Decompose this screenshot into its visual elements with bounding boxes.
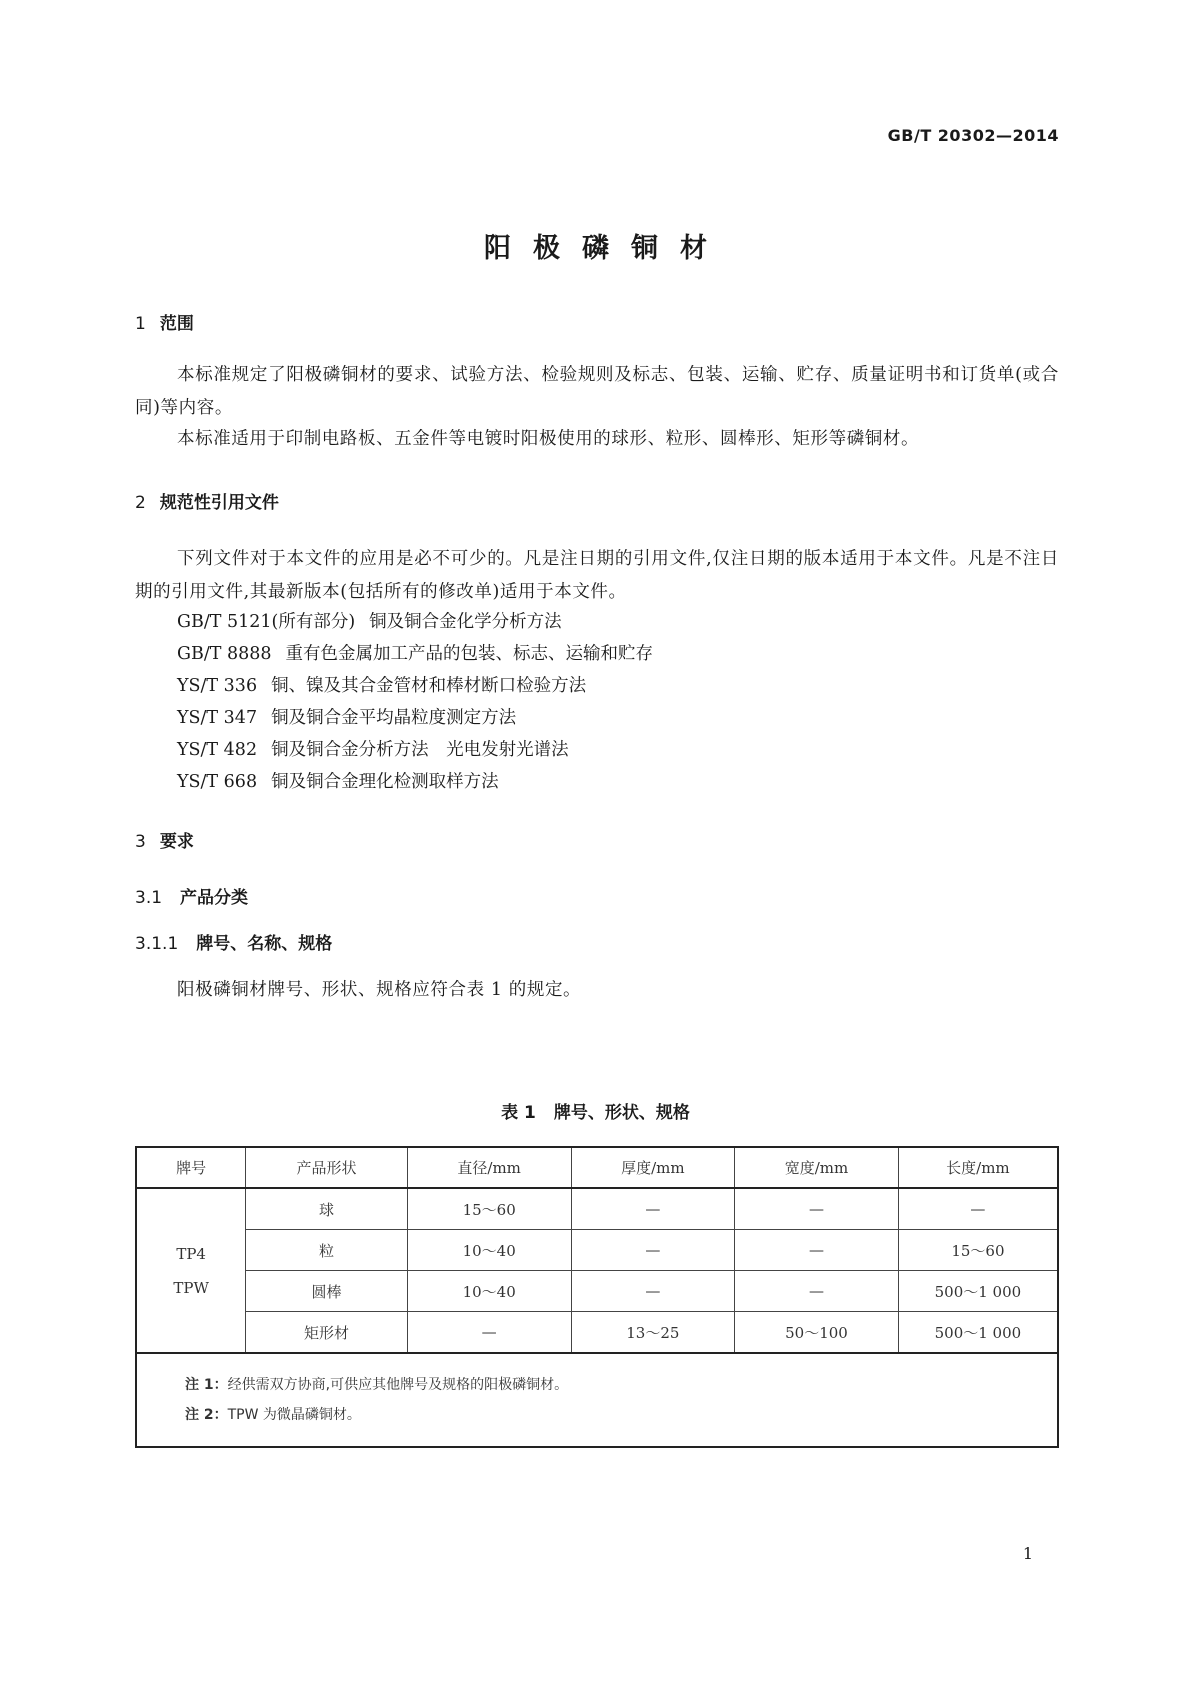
grade-value: TP4 — [176, 1244, 206, 1263]
section-title: 规范性引用文件 — [159, 493, 279, 513]
paragraph-text: 本标准适用于印制电路板、五金件等电镀时阳极使用的球形、粒形、圆棒形、矩形等磷铜材。 — [177, 429, 920, 449]
reference-item — [177, 704, 516, 729]
note-label: 注 1： — [185, 1377, 228, 1393]
section-number: 3.1 — [135, 888, 163, 908]
section-number: 3 — [135, 832, 146, 852]
standard-number: GB/T 20302—2014 — [887, 126, 1059, 145]
reference-code: GB/T 5121(所有部分) — [177, 612, 356, 632]
section-title: 产品分类 — [180, 888, 249, 908]
note-text: TPW 为微晶磷铜材。 — [227, 1407, 361, 1423]
document-title: 阳极磷铜材 — [484, 233, 729, 264]
table-caption — [0, 1098, 1191, 1123]
reference-item — [177, 608, 562, 633]
section-number: 2 — [135, 493, 146, 513]
table-header-row — [136, 1147, 1058, 1188]
table-number: 表 1 — [501, 1103, 536, 1123]
reference-code: YS/T 336 — [177, 676, 258, 696]
reference-title: 铜及铜合金分析方法 光电发射光谱法 — [271, 740, 569, 760]
reference-title: 重有色金属加工产品的包装、标志、运输和贮存 — [285, 644, 654, 664]
note-text: 经供需双方协商,可供应其他牌号及规格的阳极磷铜材。 — [227, 1377, 569, 1393]
column-header: 厚度/mm — [571, 1147, 735, 1188]
section-number: 1 — [135, 314, 146, 334]
length-cell: 500～1 000 — [898, 1312, 1058, 1354]
section-1-paragraph-1 — [135, 359, 1059, 425]
table-row — [136, 1188, 1058, 1230]
paragraph-text: 下列文件对于本文件的应用是必不可少的。凡是注日期的引用文件,仅注日期的版本适用于本文件。凡是不注日期的引用文件,其最新版本(包括所有的修改单)适用于本文件。 — [135, 549, 1059, 602]
reference-code: YS/T 347 — [177, 708, 258, 728]
section-2-paragraph-1 — [135, 543, 1059, 609]
column-header: 牌号 — [136, 1147, 246, 1188]
section-3-1-1-paragraph — [135, 974, 1059, 1007]
table-caption-text: 牌号、形状、规格 — [553, 1103, 690, 1123]
column-header: 宽度/mm — [735, 1147, 899, 1188]
shape-cell: 圆棒 — [246, 1271, 408, 1312]
reference-code: YS/T 482 — [177, 740, 258, 760]
column-header: 产品形状 — [246, 1147, 408, 1188]
reference-title: 铜及铜合金化学分析方法 — [369, 612, 562, 632]
table-row — [136, 1312, 1058, 1354]
reference-item — [177, 672, 586, 697]
shape-cell: 矩形材 — [246, 1312, 408, 1354]
section-1-heading — [135, 309, 194, 334]
reference-title: 铜及铜合金平均晶粒度测定方法 — [271, 708, 517, 728]
table-row — [136, 1271, 1058, 1312]
table-notes-row — [136, 1353, 1058, 1447]
diameter-cell: 15～60 — [407, 1188, 571, 1230]
shape-cell: 球 — [246, 1188, 408, 1230]
column-header: 长度/mm — [898, 1147, 1058, 1188]
width-cell: — — [735, 1188, 899, 1230]
length-cell: — — [898, 1188, 1058, 1230]
width-cell: 50～100 — [735, 1312, 899, 1354]
thickness-cell: — — [571, 1188, 735, 1230]
table-note — [185, 1370, 1009, 1400]
thickness-cell: — — [571, 1271, 735, 1312]
section-title: 范围 — [159, 314, 194, 334]
grade-cell — [136, 1188, 246, 1353]
thickness-cell: 13～25 — [571, 1312, 735, 1354]
length-cell: 500～1 000 — [898, 1271, 1058, 1312]
spec-table — [135, 1146, 1059, 1448]
thickness-cell: — — [571, 1230, 735, 1271]
section-2-heading — [135, 488, 279, 513]
section-3-heading — [135, 827, 194, 852]
section-1-paragraph-2 — [135, 423, 1059, 456]
section-title: 要求 — [159, 832, 194, 852]
section-3-1-1-heading — [135, 929, 332, 954]
table-row — [136, 1230, 1058, 1271]
reference-title: 铜、镍及其合金管材和棒材断口检验方法 — [271, 676, 587, 696]
section-3-1-heading — [135, 883, 248, 908]
reference-title: 铜及铜合金理化检测取样方法 — [271, 772, 499, 792]
width-cell: — — [735, 1271, 899, 1312]
length-cell: 15～60 — [898, 1230, 1058, 1271]
grade-value: TPW — [173, 1278, 209, 1297]
table-note — [185, 1400, 1009, 1430]
table-notes — [136, 1353, 1058, 1447]
note-label: 注 2： — [185, 1407, 228, 1423]
paragraph-text: 阳极磷铜材牌号、形状、规格应符合表 1 的规定。 — [177, 980, 582, 1000]
diameter-cell: — — [407, 1312, 571, 1354]
reference-code: GB/T 8888 — [177, 644, 272, 664]
reference-item — [177, 736, 569, 761]
reference-item — [177, 640, 653, 665]
section-number: 3.1.1 — [135, 934, 179, 954]
width-cell: — — [735, 1230, 899, 1271]
page-number: 1 — [1022, 1544, 1033, 1563]
diameter-cell: 10～40 — [407, 1271, 571, 1312]
reference-item — [177, 768, 499, 793]
paragraph-text: 本标准规定了阳极磷铜材的要求、试验方法、检验规则及标志、包装、运输、贮存、质量证明书和订货单(或合同)等内容。 — [135, 365, 1059, 418]
section-title: 牌号、名称、规格 — [196, 934, 333, 954]
shape-cell: 粒 — [246, 1230, 408, 1271]
column-header: 直径/mm — [407, 1147, 571, 1188]
diameter-cell: 10～40 — [407, 1230, 571, 1271]
reference-code: YS/T 668 — [177, 772, 258, 792]
